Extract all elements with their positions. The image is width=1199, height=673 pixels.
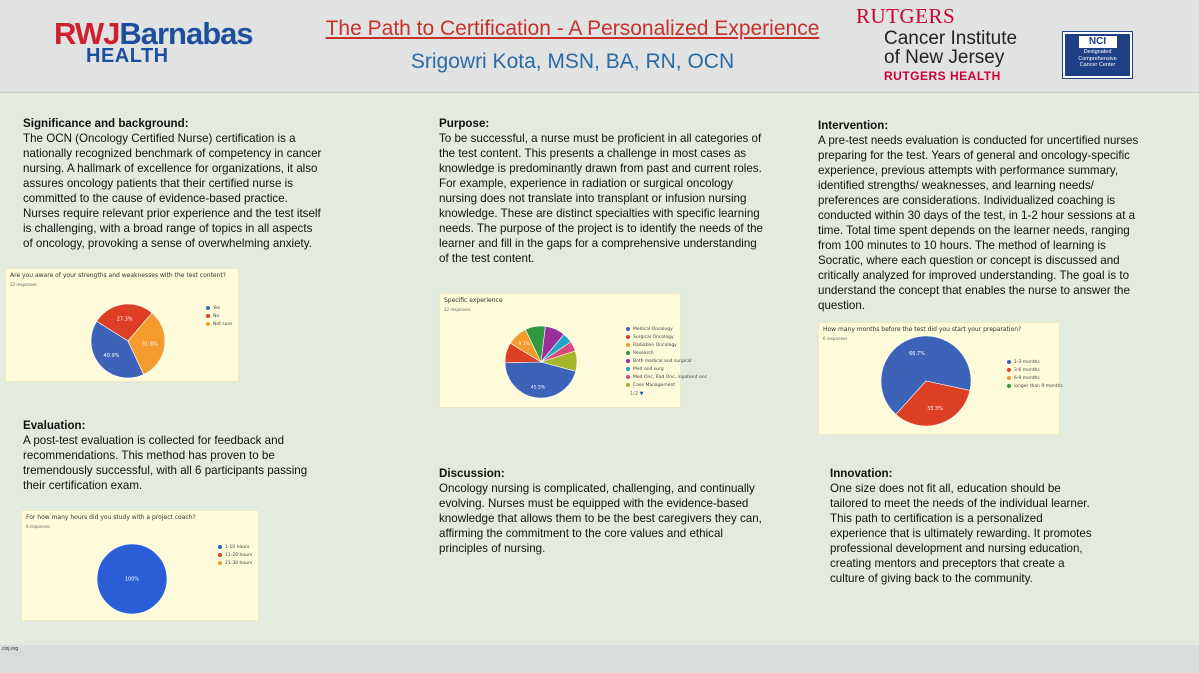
legend-label: Surgical Oncology bbox=[633, 335, 674, 340]
slice-label: 9.1% bbox=[518, 341, 530, 347]
chart-legend bbox=[218, 544, 252, 568]
legend-swatch bbox=[1007, 360, 1011, 364]
legend-label: 1-3 months bbox=[1014, 360, 1040, 365]
legend-item bbox=[1007, 367, 1063, 375]
rutgers-line3: RUTGERS HEALTH bbox=[884, 69, 1001, 83]
legend-swatch bbox=[218, 553, 222, 557]
legend-label: 21-30 hours bbox=[225, 561, 253, 566]
legend-swatch bbox=[218, 545, 222, 549]
legend-item bbox=[1007, 383, 1063, 391]
section-body: To be successful, a nurse must be proficient in all categories of the test content. This presents a challenge in most cases as knowledge is predominantly drawn from past and current roles. For example, experience in radiation or surgical oncology nursing does not translate into transplant or infusion nursing knowledge. These are distinct specialties with specific learning needs. The purpose of the project is to identify the needs of the learner and fill in the gaps for a comprehensive understanding of the test content. bbox=[439, 132, 763, 265]
poster-header bbox=[0, 0, 1199, 93]
chart-subtitle: 6 responses bbox=[823, 336, 848, 341]
section-heading: Purpose: bbox=[439, 117, 490, 130]
legend-item bbox=[626, 326, 707, 334]
legend-label: Yes bbox=[213, 306, 221, 311]
legend-swatch bbox=[1007, 368, 1011, 372]
rwjbarnabas-logo bbox=[54, 18, 253, 66]
legend-swatch bbox=[626, 367, 630, 371]
legend-swatch bbox=[626, 343, 630, 347]
slice-label: 100% bbox=[124, 576, 140, 583]
legend-item bbox=[1007, 375, 1063, 383]
chart-title: How many months before the test did you start your preparation? bbox=[823, 326, 1022, 333]
legend-item bbox=[626, 350, 707, 358]
nci-line1: Designated bbox=[1083, 49, 1112, 55]
poster-footer bbox=[0, 645, 1199, 673]
section-purpose bbox=[439, 116, 769, 266]
legend-label: 1-10 hours bbox=[225, 545, 250, 550]
legend-label: Medical Oncology bbox=[633, 327, 673, 332]
chart-months-before-test bbox=[818, 322, 1063, 435]
legend-label: No bbox=[213, 314, 220, 319]
legend-label: 11-20 hours bbox=[225, 553, 253, 558]
legend-label: Not sure bbox=[213, 322, 233, 327]
legend-swatch bbox=[206, 322, 210, 326]
pie-svg bbox=[6, 269, 238, 381]
legend-swatch bbox=[626, 359, 630, 363]
logo-rwj-text: RWJ bbox=[54, 16, 120, 51]
poster-author: Srigowri Kota, MSN, BA, RN, OCN bbox=[410, 50, 735, 73]
legend-swatch bbox=[626, 375, 630, 379]
legend-label: longer than 9 months bbox=[1014, 384, 1063, 389]
legend-item bbox=[218, 552, 252, 560]
section-significance bbox=[23, 116, 323, 251]
section-body: One size does not fit all, education should be tailored to meet the needs of the individual learner. This path to certification is a personalized experience that is ultimately rewarding. It promotes professional development and nursing education, creating mentors and preceptors that create a culture of giving back to the community. bbox=[830, 482, 1092, 585]
slice-label: 45.5% bbox=[530, 385, 546, 391]
slice-label: 31.8% bbox=[141, 341, 158, 348]
legend-item bbox=[626, 374, 707, 382]
rutgers-wordmark: RUTGERS bbox=[856, 4, 956, 28]
chart-legend bbox=[206, 305, 232, 329]
legend-item bbox=[206, 321, 232, 329]
slice-label: 33.3% bbox=[926, 406, 943, 413]
chart-strengths-weaknesses bbox=[5, 268, 239, 382]
legend-swatch bbox=[1007, 384, 1011, 388]
legend-item bbox=[206, 313, 232, 321]
legend-item bbox=[218, 560, 252, 568]
section-heading: Intervention: bbox=[818, 119, 889, 132]
legend-item bbox=[626, 358, 707, 366]
chart-subtitle: 6 responses bbox=[26, 524, 51, 529]
legend-swatch bbox=[206, 314, 210, 318]
legend-swatch bbox=[626, 335, 630, 339]
legend-swatch bbox=[1007, 376, 1011, 380]
nci-line2: Comprehensive bbox=[1078, 55, 1117, 62]
legend-swatch bbox=[626, 383, 630, 387]
legend-item bbox=[626, 382, 707, 390]
section-evaluation bbox=[23, 418, 318, 493]
legend-label: Both medical and surgical bbox=[633, 359, 692, 364]
slice-label: 66.7% bbox=[909, 350, 926, 357]
section-body: Oncology nursing is complicated, challenging, and continually evolving. Nurses must be equipped with the evidence-based knowledge that allows them to be the best caregivers they can, affirming the commitment to the core values and ethical principles of nursing. bbox=[439, 482, 762, 555]
chart-hours-with-coach bbox=[21, 510, 259, 621]
legend-swatch bbox=[206, 306, 210, 310]
pager-down-icon[interactable]: ▼ bbox=[639, 391, 644, 397]
pager-text: 1/2 bbox=[630, 391, 639, 397]
section-intervention bbox=[818, 118, 1152, 313]
legend-swatch bbox=[626, 327, 630, 331]
section-body: The OCN (Oncology Certified Nurse) certification is a nationally recognized benchmark of competency in cancer nursing. A hallmark of excellence for organizations, it also assures oncology patients that their certified nurse is committed to the cause of evidence-based practice. Nurses require relevant prior experience and the test itself is challenging, with a broad range of topics in all aspects of oncology, provoking a sense of overwhelming anxiety. bbox=[23, 132, 322, 250]
legend-item bbox=[626, 342, 707, 350]
logo-barnabas-text: Barnabas bbox=[119, 16, 253, 51]
section-discussion bbox=[439, 466, 769, 556]
section-body: A pre-test needs evaluation is conducted for uncertified nurses preparing for the test. Years of general and oncology-specific experience, previous attempts with performance summary, identified strengths/ weaknesses, and learning needs/ preferences are considerations. Individualized coaching is conducted within 30 days of the test, in 1-2 hour sessions at a time. Total time spent depends on the learner needs, ranging from 100 minutes to 10 hours. The method of learning is Socratic, where each question or concept is discussed and critically analyzed for improved understanding. The goal is to understand the concept that enables the nurse to answer the question. bbox=[818, 134, 1139, 312]
chart-legend bbox=[1007, 359, 1063, 391]
slice-label: 27.3% bbox=[116, 316, 133, 323]
legend-swatch bbox=[626, 351, 630, 355]
section-innovation bbox=[830, 466, 1100, 586]
slice-label: 40.9% bbox=[103, 353, 120, 360]
chart-subtitle: 22 responses bbox=[444, 307, 471, 312]
chart-legend bbox=[626, 326, 707, 390]
legend-item bbox=[626, 334, 707, 342]
legend-item bbox=[626, 366, 707, 374]
legend-item bbox=[1007, 359, 1063, 367]
chart-subtitle: 22 responses bbox=[10, 282, 37, 287]
nci-badge bbox=[1063, 32, 1132, 78]
section-body: A post-test evaluation is collected for feedback and recommendations. This method has proven to be tremendously successful, with all 6 participants passing their certification exam. bbox=[23, 434, 308, 492]
chart-title: Are you aware of your strengths and weaknesses with the test content? bbox=[10, 272, 226, 279]
section-heading: Evaluation: bbox=[23, 419, 86, 432]
nci-line3: Cancer Center bbox=[1079, 62, 1116, 68]
legend-label: Radiation Oncology bbox=[633, 343, 677, 348]
chart-title: For how many hours did you study with a project coach? bbox=[26, 514, 196, 521]
legend-swatch bbox=[218, 561, 222, 565]
rutgers-line2: of New Jersey bbox=[884, 47, 1005, 68]
legend-label: Med Onc, Rad Onc, inpatient onc bbox=[633, 375, 708, 380]
chart-specific-experience bbox=[439, 293, 708, 408]
legend-item bbox=[218, 544, 252, 552]
legend-label: Research bbox=[633, 351, 654, 356]
poster-title: The Path to Certification - A Personalized Experience bbox=[325, 17, 820, 40]
rutgers-line1: Cancer Institute bbox=[884, 28, 1018, 49]
legend-pager[interactable] bbox=[630, 391, 644, 397]
logo-health-text: HEALTH bbox=[86, 45, 169, 67]
legend-label: Case Management bbox=[633, 383, 676, 388]
section-heading: Innovation: bbox=[830, 467, 893, 480]
legend-label: Med and surg bbox=[633, 367, 664, 372]
section-heading: Discussion: bbox=[439, 467, 505, 480]
section-heading: Significance and background: bbox=[23, 117, 189, 130]
rutgers-cinj-logo bbox=[856, 6, 1017, 82]
legend-label: 6-9 months bbox=[1014, 376, 1040, 381]
chart-title: Specific experience bbox=[444, 297, 503, 304]
nci-badge-text: NCI bbox=[1079, 36, 1117, 48]
footer-site: cinj.org bbox=[2, 646, 19, 652]
legend-label: 3-6 months bbox=[1014, 368, 1040, 373]
legend-item bbox=[206, 305, 232, 313]
